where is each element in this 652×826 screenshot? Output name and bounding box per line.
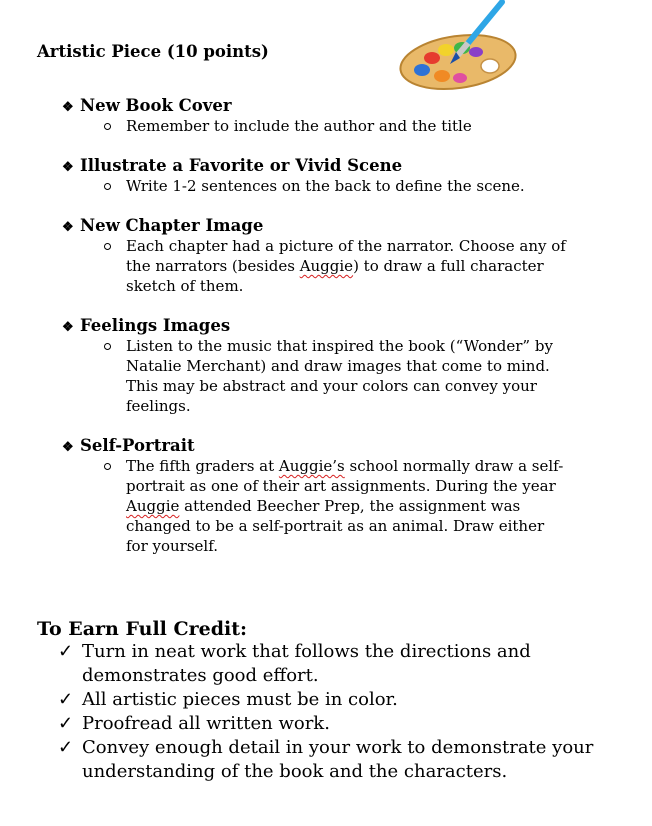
credit-item: ✓ Convey enough detail in your work to demonstrate your understanding of the book and the characters.: [58, 737, 594, 782]
paint-palette-icon: [398, 0, 524, 94]
full-credit-list: [58, 640, 638, 784]
section-heading: ❖ Feelings Images: [62, 316, 622, 336]
section-heading: ❖ Illustrate a Favorite or Vivid Scene: [62, 156, 622, 176]
section-feelings-images: [62, 316, 622, 416]
circle-bullet-icon: [104, 243, 111, 250]
page-title: Artistic Piece (10 points): [37, 42, 269, 61]
bullet-item: Listen to the music that inspired the book (“Wonder” by Natalie Merchant) and draw images that come to mind. This may be abstract and your colors can convey your feelings.: [62, 336, 622, 416]
checkmark-icon: ✓: [58, 689, 74, 710]
section-new-book-cover: [62, 96, 622, 136]
diamond-bullet-icon: ❖: [62, 440, 74, 455]
diamond-bullet-icon: ❖: [62, 100, 74, 115]
credit-item: ✓ Proofread all written work.: [58, 713, 330, 734]
section-illustrate-scene: [62, 156, 622, 196]
bullet-item: Each chapter had a picture of the narrator. Choose any of the narrators (besides Auggie) to draw a full character sketch of them.: [62, 236, 622, 296]
bullet-item: The fifth graders at Auggie’s school normally draw a self- portrait as one of their art assignments. During the year Auggie attended Beecher Prep, the assignment was changed to be a self-portrait as an animal. Draw either for yourself.: [62, 456, 622, 556]
section-heading: ❖ New Chapter Image: [62, 216, 622, 236]
checkmark-icon: ✓: [58, 641, 74, 662]
section-self-portrait: [62, 436, 622, 556]
spellcheck-mark: Auggie’s: [278, 457, 345, 475]
circle-bullet-icon: [104, 343, 111, 350]
spellcheck-mark: Auggie: [299, 257, 354, 275]
checkmark-icon: ✓: [58, 737, 74, 758]
diamond-bullet-icon: ❖: [62, 220, 74, 235]
section-new-chapter-image: [62, 216, 622, 296]
bullet-item: Write 1-2 sentences on the back to define the scene.: [62, 176, 622, 196]
section-heading: ❖ Self-Portrait: [62, 436, 622, 456]
section-heading: ❖ New Book Cover: [62, 96, 622, 116]
circle-bullet-icon: [104, 183, 111, 190]
diamond-bullet-icon: ❖: [62, 320, 74, 335]
checkmark-icon: ✓: [58, 713, 74, 734]
bullet-item: Remember to include the author and the title: [62, 116, 622, 136]
credit-item: ✓ All artistic pieces must be in color.: [58, 689, 398, 710]
diamond-bullet-icon: ❖: [62, 160, 74, 175]
circle-bullet-icon: [104, 123, 111, 130]
credit-item: ✓ Turn in neat work that follows the directions and demonstrates good effort.: [58, 641, 531, 686]
spellcheck-mark: Auggie: [126, 497, 180, 515]
full-credit-heading: To Earn Full Credit:: [37, 618, 248, 640]
circle-bullet-icon: [104, 463, 111, 470]
